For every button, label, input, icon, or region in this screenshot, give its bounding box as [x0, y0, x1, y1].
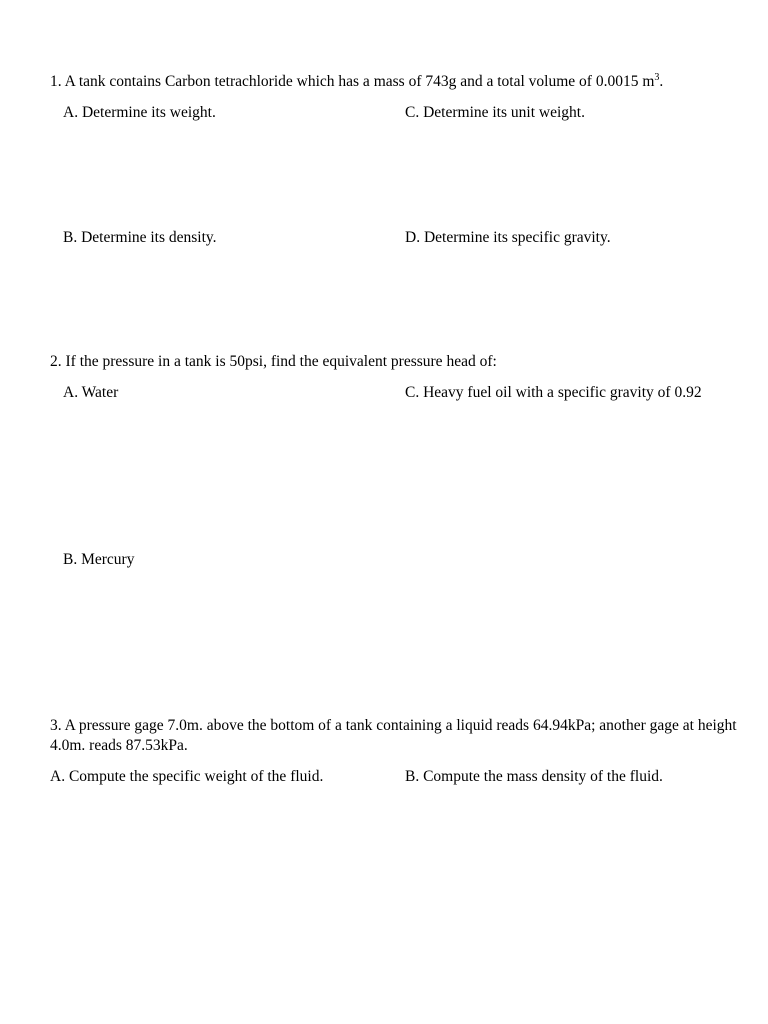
question-2-part-b: B. Mercury — [63, 551, 135, 568]
question-2-part-a: A. Water — [63, 384, 119, 401]
question-2-stem: 2. If the pressure in a tank is 50psi, find the equivalent pressure head of: — [50, 353, 497, 370]
question-1-part-b: B. Determine its density. — [63, 229, 217, 246]
question-3-part-a: A. Compute the specific weight of the fluid. — [50, 768, 324, 785]
cubic-superscript: 3 — [654, 71, 660, 83]
question-1-stem — [50, 72, 663, 92]
question-1-stem-text: 1. A tank contains Carbon tetrachloride which has a mass of 743g and a total volume of 0.0015 m — [50, 73, 655, 90]
question-3-stem: 3. A pressure gage 7.0m. above the bottom of a tank containing a liquid reads 64.94kPa; another gage at height 4.0m. reads 87.53kPa. — [50, 717, 737, 754]
question-2-part-c: C. Heavy fuel oil with a specific gravity of 0.92 — [405, 384, 702, 401]
question-3-part-b: B. Compute the mass density of the fluid. — [405, 768, 663, 785]
question-1-part-c: C. Determine its unit weight. — [405, 104, 585, 121]
question-1-part-a: A. Determine its weight. — [63, 104, 216, 121]
question-1-stem-end: . — [659, 73, 664, 90]
question-1-part-d: D. Determine its specific gravity. — [405, 229, 611, 246]
